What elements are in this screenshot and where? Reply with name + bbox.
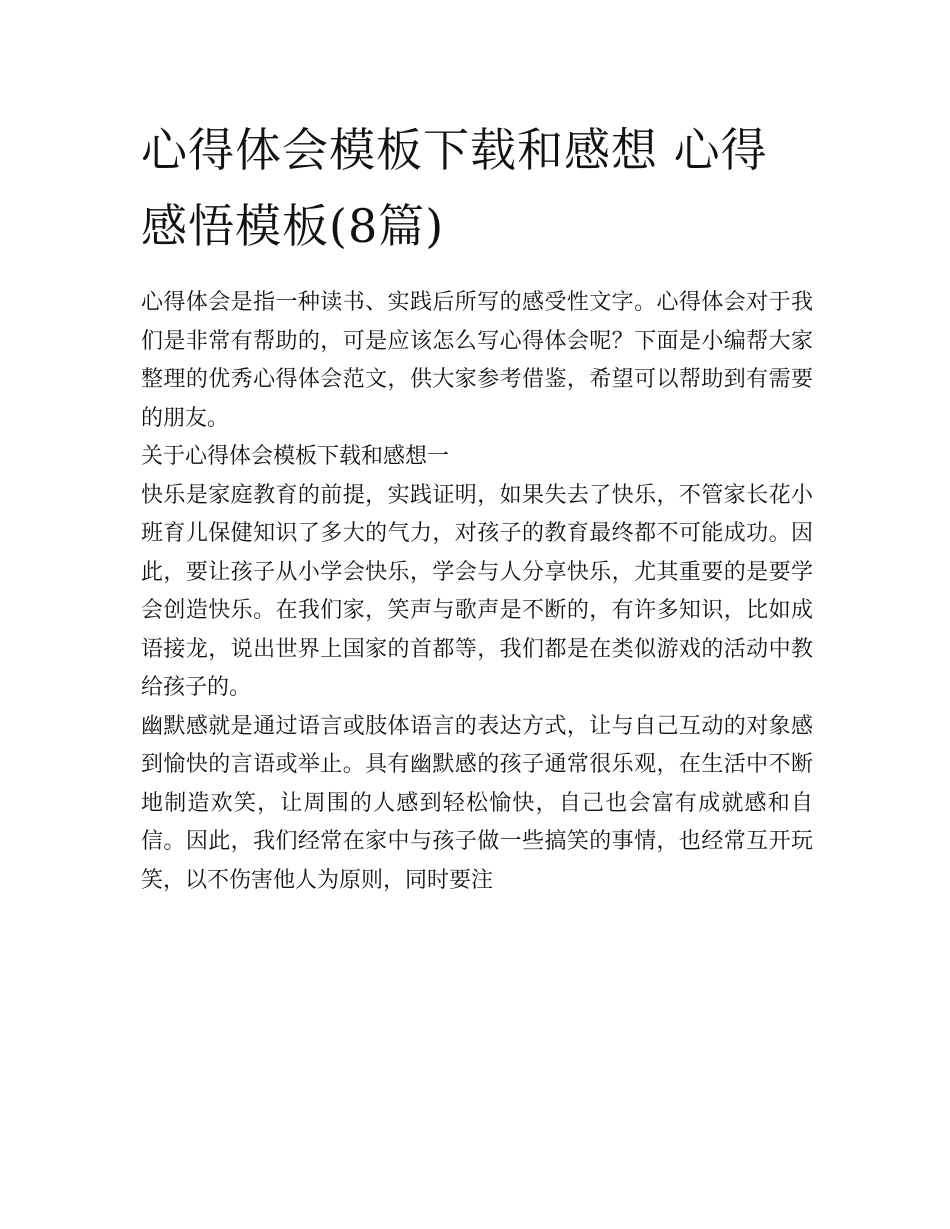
document-title: 心得体会模板下载和感想 心得感悟模板(8篇) — [141, 123, 768, 253]
section-heading: 关于心得体会模板下载和感想一 — [141, 444, 450, 469]
intro-paragraph — [141, 284, 813, 438]
intro-text: 心得体会是指一种读书、实践后所写的感受性文字。心得体会对于我们是非常有帮助的，可是应该怎么写心得体会呢？下面是小编帮大家整理的优秀心得体会范文，供大家参考借鉴，希望可以帮助到有需要的朋友。 — [141, 290, 813, 431]
body-paragraph: 幽默感就是通过语言或肢体语言的表达方式，让与自己互动的对象感到愉快的言语或举止。具有幽默感的孩子通常很乐观，在生活中不断地制造欢笑，让周围的人感到轻松愉快，自己也会富有成就感和自信。因此，我们经常在家中与孩子做一些搞笑的事情，也经常互开玩笑，以不伤害他人为原则，同时要注 — [141, 713, 813, 893]
document-page — [141, 112, 813, 900]
body-paragraph: 快乐是家庭教育的前提，实践证明，如果失去了快乐，不管家长花小班育儿保健知识了多大的气力，对孩子的教育最终都不可能成功。因此，要让孩子从小学会快乐，学会与人分享快乐，尤其重要的是要学会创造快乐。在我们家，笑声与歌声是不断的，有许多知识，比如成语接龙，说出世界上国家的首都等，我们都是在类似游戏的活动中教给孩子的。 — [141, 482, 813, 700]
section-one — [141, 438, 813, 900]
